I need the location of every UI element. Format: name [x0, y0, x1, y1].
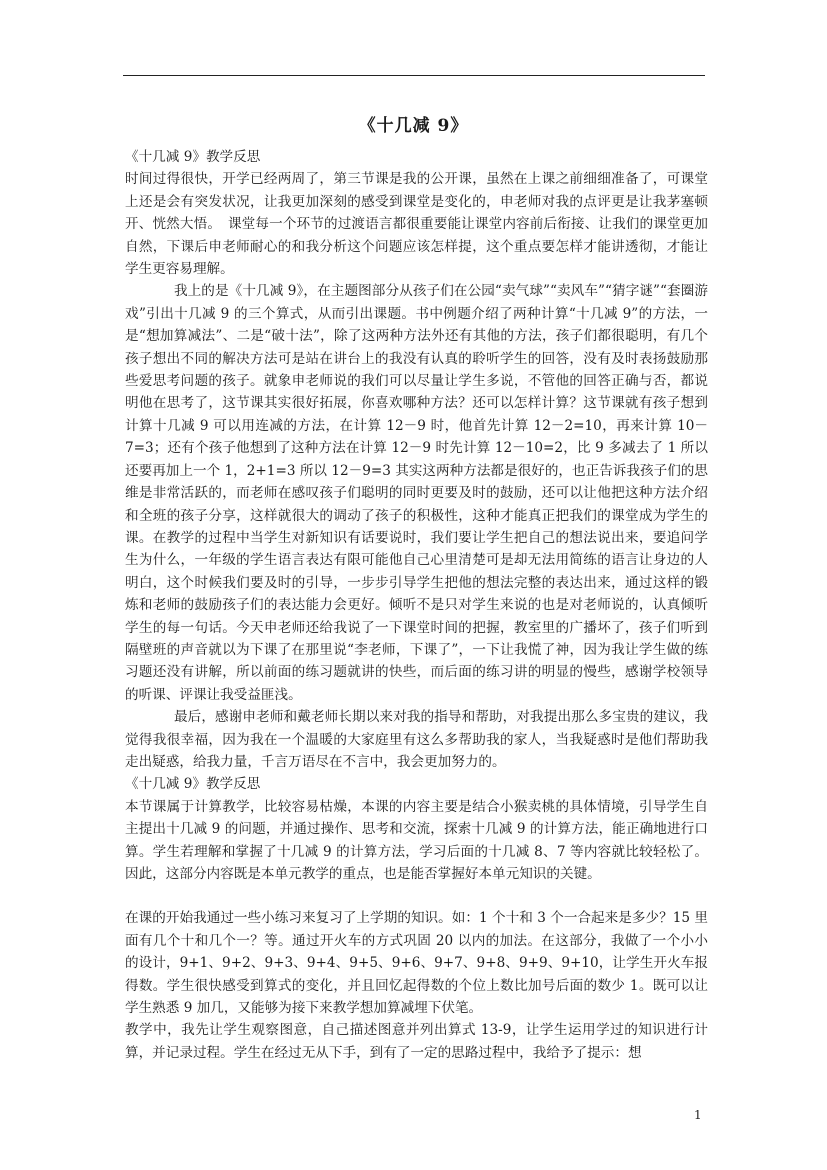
- paragraph-2: 我上的是《十几减 9》，在主题图部分从孩子们在公园“卖气球”“卖风车”“猜字谜”“套圈游戏”引出十几减 9 的三个算式，从而引出课题。书中例题介绍了两种计算“十几减 9”的方法，一是“想加算减法”、二是“破十法”，除了这两种方法外还有其他的方法，孩子们都很聪明，有几个孩子想出不同的解决方法可是站在讲台上的我没有认真的聆听学生的回答，没有及时表扬鼓励那些爱思考问题的孩子。就象申老师说的我们可以尽量让学生多说，不管他的回答正确与否，都说明他在思考了，这节课其实很好拓展，你喜欢哪种方法？还可以怎样计算？这节课就有孩子想到计算十几减 9 可以用连减的方法，在计算 12－9 时，他首先计算 12－2=10，再来计算 10－7=3；还有个孩子他想到了这种方法在计算 12－9 时先计算 12－10=2，比 9 多减去了 1 所以还要再加上一个 1，2+1=3 所以 12－9=3 其实这两种方法都是很好的，也正告诉我孩子们的思维是非常活跃的，而老师在感叹孩子们聪明的同时更要及时的鼓励，还可以让他把这种方法介绍和全班的孩子分享，这样就很大的调动了孩子的积极性，这种才能真正把我们的课堂成为学生的课。在教学的过程中当学生对新知识有话要说时，我们要让学生把自己的想法说出来，要追问学生为什么，一年级的学生语言表达有限可能他自己心里清楚可是却无法用简练的语言让身边的人明白，这个时候我们要及时的引导，一步步引导学生把他的想法完整的表达出来，通过这样的锻炼和老师的鼓励孩子们的表达能力会更好。倾听不是只对学生来说的也是对老师说的，认真倾听学生的每一句话。今天申老师还给我说了一下课堂时间的把握，教室里的广播坏了，孩子们听到隔壁班的声音就以为下课了在那里说“李老师，下课了”，一下让我慌了神，因为我让学生做的练习题还没有讲解，所以前面的练习题就讲的快些，而后面的练习讲的明显的慢些，感谢学校领导的听课、评课让我受益匪浅。: [125, 283, 708, 703]
- section-heading-2: 《十几减 9》教学反思: [125, 776, 261, 793]
- paragraph-gap: [125, 885, 708, 907]
- paragraph-4: 本节课属于计算教学，比较容易枯燥，本课的内容主要是结合小猴卖桃的具体情境，引导学生自主提出十几减 9 的问题，并通过操作、思考和交流，探索十几减 9 的计算方法，能正确地进行口算。学生若理解和掌握了十几减 9 的计算方法，学习后面的十几减 8、7 等内容就比较轻松了。因此，这部分内容既是本单元教学的重点，也是能否掌握好本单元知识的关键。: [125, 798, 708, 882]
- paragraph-5: 在课的开始我通过一些小练习来复习了上学期的知识。如：1 个十和 3 个一合起来是多少？15 里面有几个十和几个一？等。通过开火车的方式巩固 20 以内的加法。在这部分，我做了一个小小的设计，9+1、9+2、9+3、9+4、9+5、9+6、9+7、9+8、9+9、9+10，让学生开火车报得数。学生很快感受到算式的变化，并且回忆起得数的个位上数比加号后面的数少 1。既可以让学生熟悉 9 加几，又能够为接下来教学想加算减埋下伏笔。: [125, 910, 708, 1017]
- document-title: 《十几减 9》: [358, 116, 469, 136]
- header-rule: [123, 75, 705, 76]
- document-body: [125, 146, 708, 1064]
- page-number: 1: [694, 1108, 702, 1122]
- paragraph-1: 时间过得很快，开学已经两周了，第三节课是我的公开课，虽然在上课之前细细准备了，可课堂上还是会有突发状况，让我更加深刻的感受到课堂是变化的，申老师对我的点评更是让我茅塞顿开、恍然大悟。 课堂每一个环节的过渡语言都很重要能让课堂内容前后衔接、让我们的课堂更加自然，下课后申老师耐心的和我分析这个问题应该怎样提，这个重点要怎样才能讲透彻，才能让学生更容易理解。: [125, 171, 708, 278]
- section-heading-1: 《十几减 9》教学反思: [125, 149, 261, 165]
- paragraph-3: 最后，感谢申老师和戴老师长期以来对我的指导和帮助，对我提出那么多宝贵的建议，我觉得我很幸福，因为我在一个温暖的大家庭里有这么多帮助我的家人，当我疑惑时是他们帮助我走出疑惑，给我力量，千言万语尽在不言中，我会更加努力的。: [125, 709, 708, 770]
- paragraph-6: 教学中，我先让学生观察图意，自己描述图意并列出算式 13-9，让学生运用学过的知识进行计算，并记录过程。学生在经过无从下手，到有了一定的思路过程中，我给予了提示：想: [125, 1022, 708, 1061]
